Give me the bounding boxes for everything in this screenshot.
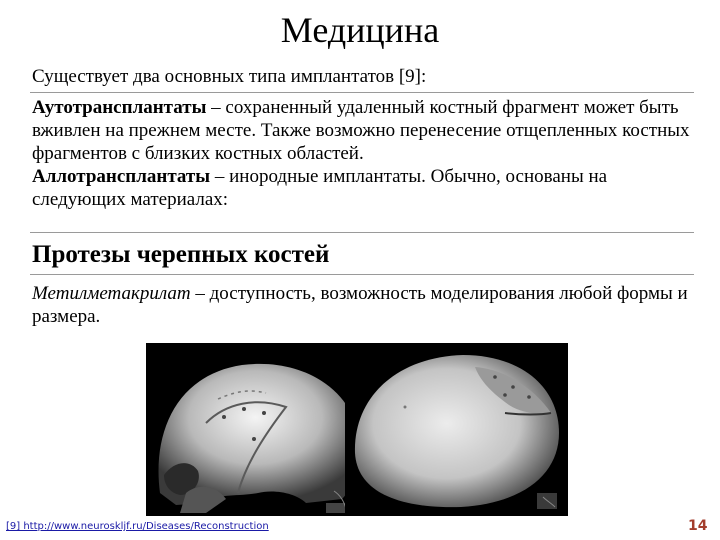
- footnote-link[interactable]: [9] http://www.neuroskljf.ru/Diseases/Reconstruction: [6, 521, 269, 532]
- allograft-term: Аллотрансплантаты: [32, 166, 211, 187]
- methylmethacrylate-term: Метилметакрилат: [32, 283, 191, 304]
- intro-text: Существует два основных типа имплантатов [9]:: [32, 66, 427, 87]
- methylmethacrylate-block: [32, 282, 692, 328]
- divider-middle: [30, 232, 694, 233]
- autograft-description: – сохраненный удаленный костный фрагмент может быть вживлен на прежнем месте. Также возможно перенесение отщепленных костных фрагментов с близких костных областей.: [32, 97, 690, 164]
- autograft-term: Аутотрансплантаты: [32, 97, 207, 118]
- methylmethacrylate-description: – доступность, возможность моделирования любой формы и размера.: [32, 283, 688, 327]
- slide-title: Медицина: [280, 10, 440, 50]
- divider-subtitle: [30, 274, 694, 275]
- divider-top: [30, 92, 694, 93]
- skull-defect-image: [146, 343, 369, 516]
- implant-types-block: [32, 96, 692, 211]
- methylmethacrylate-paragraph: [32, 282, 692, 328]
- skull-implant-image: [345, 343, 568, 516]
- autograft-paragraph: [32, 96, 692, 165]
- section-subtitle: Протезы черепных костей: [32, 241, 330, 268]
- allograft-description: – инородные имплантаты. Обычно, основаны на следующих материалах:: [32, 166, 608, 210]
- page-number: 14: [688, 518, 708, 534]
- allograft-paragraph: [32, 165, 692, 211]
